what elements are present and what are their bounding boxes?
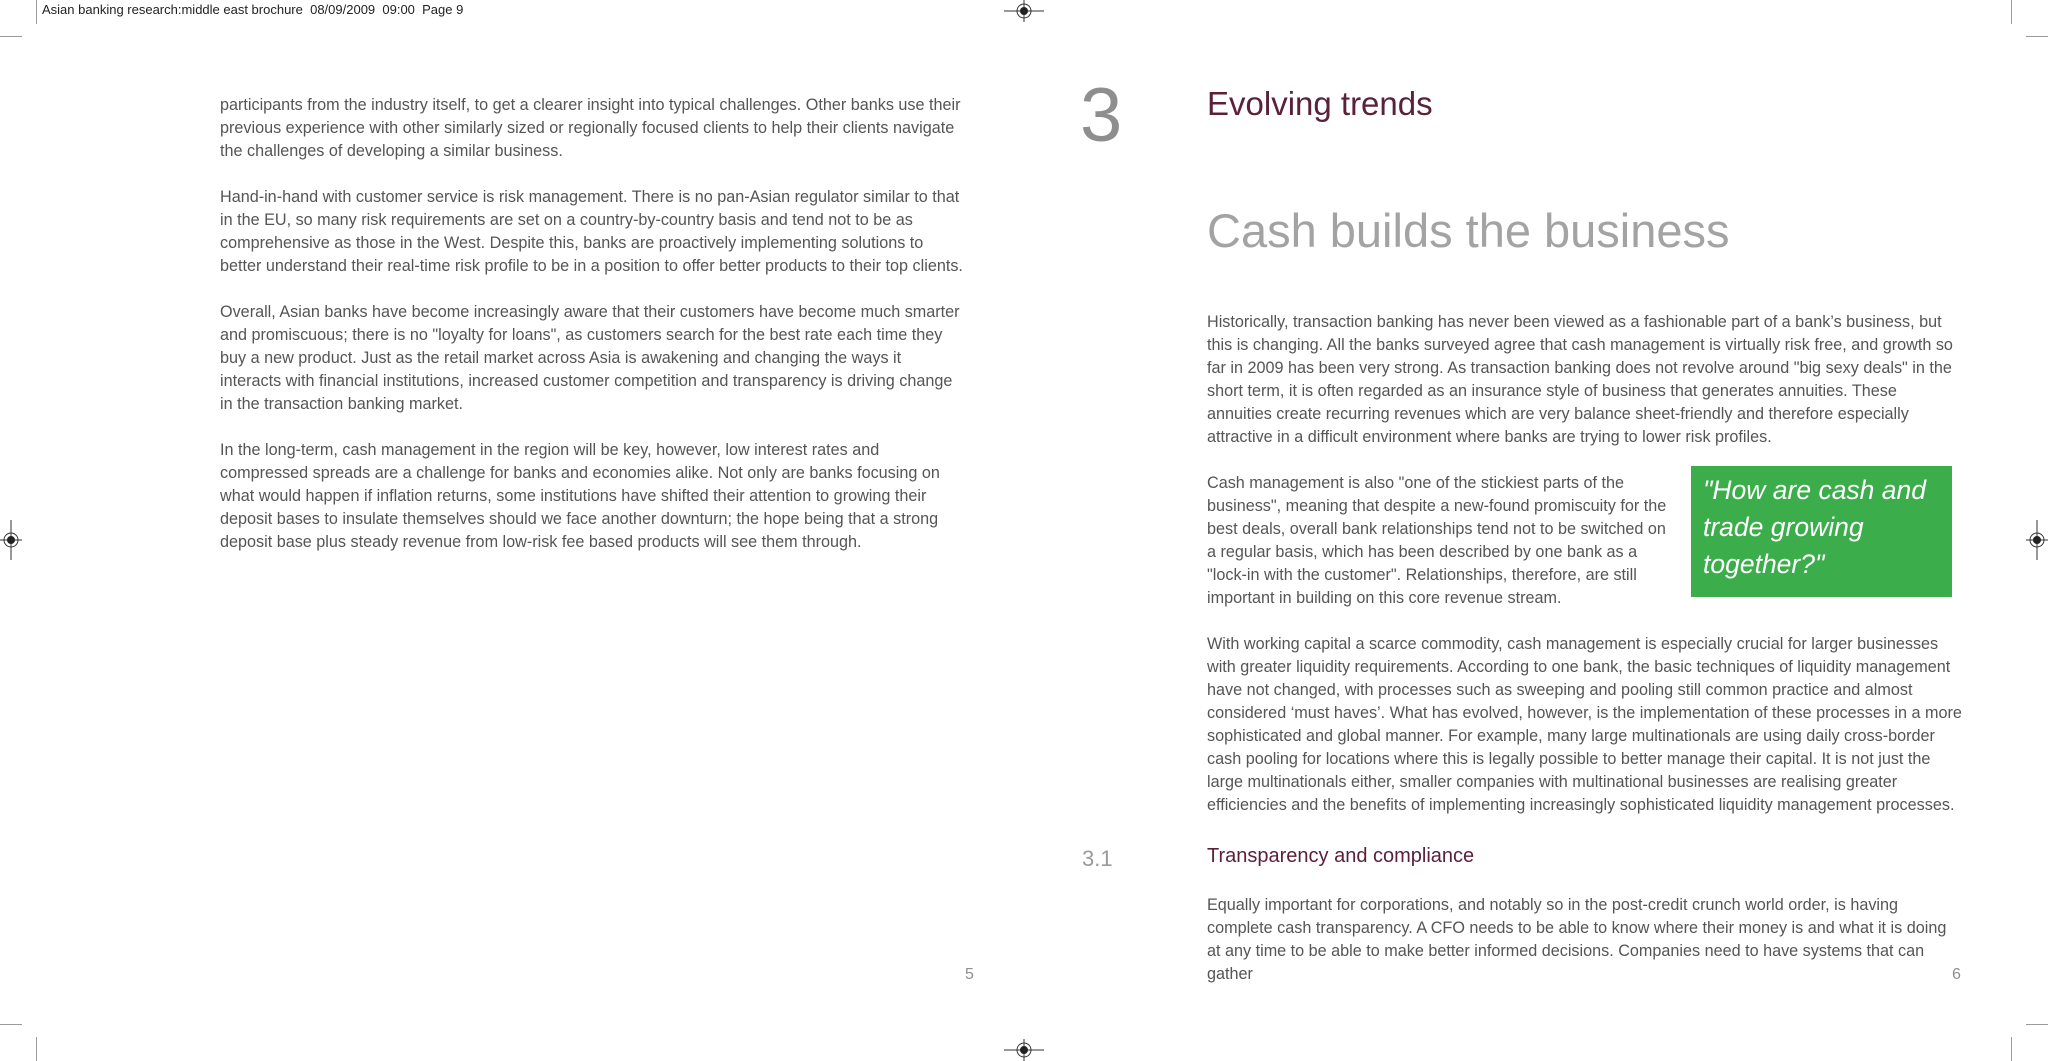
registration-mark-icon (0, 520, 22, 560)
registration-mark-icon (1004, 1039, 1044, 1061)
left-page-column (220, 94, 965, 577)
left-paragraph: Hand-in-hand with customer service is risk management. There is no pan-Asian regulator similar to that in the EU, so many risk requirements are set on a country-by-country basis and tend not to be as comprehensive as those in the West. Despite this, banks are proactively implementing solutions to better understand their real-time risk profile to be in a position to offer better products to their top clients. (220, 188, 963, 275)
chapter-number: 3 (1080, 73, 1123, 158)
left-page-number: 5 (965, 966, 974, 983)
right-page-number: 6 (1952, 966, 1961, 983)
right-paragraph-1: Historically, transaction banking has never been viewed as a fashionable part of a bank’s business, but this is changing. All the banks surveyed agree that cash management is virtually risk free, and growth so far in 2009 has been very strong. As transaction banking does not revolve around "big sexy deals" in the short term, it is often regarded as an insurance style of business that generates annuities. These annuities create recurring revenues which are very balance sheet-friendly and therefore especially attractive in a difficult environment where banks are trying to lower risk profiles. (1207, 313, 1953, 446)
crop-mark-top-right-h (2026, 36, 2048, 37)
left-paragraph: In the long-term, cash management in the region will be key, however, low interest rates and compressed spreads are a challenge for banks and economies alike. Not only are banks focusing on what would happen if inflation returns, some institutions have shifted their attention to growing their deposit bases to insulate themselves should we face another downturn; the hope being that a strong deposit base plus steady revenue from low-risk fee based products will see them through. (220, 441, 940, 551)
crop-mark-top-right-v (2011, 0, 2012, 24)
chapter-title: Evolving trends (1207, 85, 1433, 122)
right-paragraph-4: Equally important for corporations, and notably so in the post-credit crunch world order, is having complete cash transparency. A CFO needs to be able to know where their money is and what it is doing at any time to be able to make better informed decisions. Companies need to have systems that can gather (1207, 896, 1947, 983)
registration-mark-icon (1004, 0, 1044, 22)
right-paragraph-2: Cash management is also "one of the stickiest parts of the business", meaning that despite a new-found promiscuity for the best deals, overall bank relationships tend not to be switched on a regular basis, which has been described by one bank as a "lock-in with the customer". Relationships, therefore, are still important in building on this core revenue stream. (1207, 474, 1667, 607)
crop-mark-bottom-left-h (0, 1024, 22, 1025)
crop-mark-top-left-v (36, 0, 37, 24)
pull-quote-text: "How are cash and trade growing together?" (1703, 475, 1926, 579)
printer-slug: Asian banking research:middle east brochure 08/09/2009 09:00 Page 9 (42, 2, 464, 17)
right-paragraph-3: With working capital a scarce commodity, cash management is especially crucial for larger businesses with greater liquidity requirements. According to one bank, the basic techniques of liquidity management have not changed, with processes such as sweeping and pooling still common practice and almost considered ‘must haves’. What has evolved, however, is the implementation of these processes in a more sophisticated and global manner. For example, many large multinationals are using daily cross-border cash pooling for locations where this is legally possible to better manage their capital. It is not just the large multinationals either, smaller companies with multinational businesses are realising greater efficiencies and the benefits of implementing increasingly sophisticated liquidity management processes. (1207, 635, 1962, 814)
crop-mark-bottom-left-v (36, 1037, 37, 1061)
subsection-title: Transparency and compliance (1207, 845, 1475, 867)
crop-mark-bottom-right-v (2011, 1037, 2012, 1061)
left-paragraph: Overall, Asian banks have become increasingly aware that their customers have become much smarter and promiscuous; there is no "loyalty for loans", as customers search for the best rate each time they buy a new product. Just as the retail market across Asia is awakening and changing the ways it interacts with financial institutions, increased customer competition and transparency is driving change in the transaction banking market. (220, 303, 960, 413)
crop-mark-bottom-right-h (2026, 1024, 2048, 1025)
section-title: Cash builds the business (1207, 204, 1730, 257)
crop-mark-top-left-h (0, 36, 22, 37)
subsection-number: 3.1 (1082, 846, 1113, 871)
left-paragraph: participants from the industry itself, to get a clearer insight into typical challenges. Other banks use their previous experience with other similarly sized or regionally focused clients to help their clients navigate the challenges of developing a similar business. (220, 96, 961, 160)
registration-mark-icon (2026, 520, 2048, 560)
pull-quote-box (1691, 466, 1952, 597)
